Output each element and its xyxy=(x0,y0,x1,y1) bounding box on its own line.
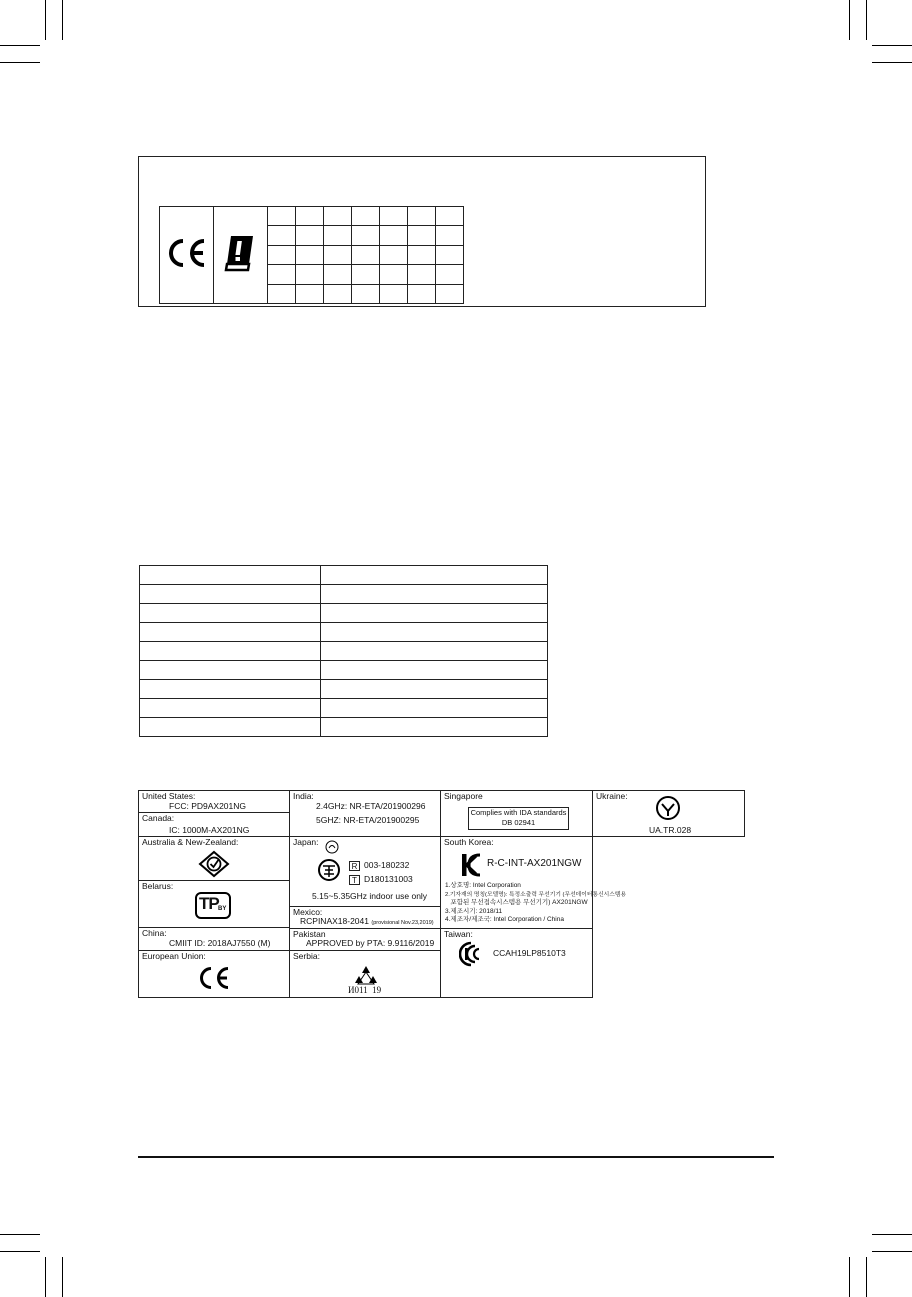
korea-note-line: 포함된 무선접속시스템용 무선기기) AX201NGW xyxy=(445,899,588,906)
crop-mark xyxy=(866,0,867,40)
label-singapore: Singapore xyxy=(444,791,483,801)
ncc-mark-icon xyxy=(459,941,485,967)
rcm-mark-icon xyxy=(198,850,230,878)
label-pakistan: Pakistan xyxy=(293,929,326,939)
label-india: India: xyxy=(293,791,314,801)
table-row xyxy=(140,699,548,718)
japan-t-number: D180131003 xyxy=(364,874,413,884)
label-south-korea: South Korea: xyxy=(444,837,494,847)
restriction-grid xyxy=(159,206,464,304)
r-mark-box: R xyxy=(349,861,360,871)
mexico-number: RCPINAX18-2041 xyxy=(300,916,369,926)
cell-pakistan xyxy=(289,928,441,951)
japan-indoor-note: 5.15~5.35GHz indoor use only xyxy=(312,891,428,901)
cell-taiwan xyxy=(440,928,593,998)
korea-note-line: 4.제조자/제조국: Intel Corporation / China xyxy=(445,916,564,923)
serbia-mark-icon xyxy=(352,965,380,987)
india-24ghz: 2.4GHz: NR-ETA/201900296 xyxy=(316,801,426,811)
ukraine-mark-icon xyxy=(655,795,681,821)
cell-ukraine xyxy=(592,790,745,837)
crop-mark xyxy=(872,1251,912,1252)
mexico-id xyxy=(300,917,434,927)
label-serbia: Serbia: xyxy=(293,951,320,961)
crop-mark xyxy=(872,45,912,46)
cell-japan xyxy=(289,836,441,907)
table-row xyxy=(140,680,548,699)
label-japan: Japan: xyxy=(293,837,319,847)
cell-belarus xyxy=(138,880,290,928)
crop-mark xyxy=(0,45,40,46)
label-china: China: xyxy=(142,928,167,938)
table-row xyxy=(140,718,548,737)
alert-mark-cell xyxy=(214,207,268,304)
cell-australia xyxy=(138,836,290,881)
footer-divider xyxy=(138,1156,774,1158)
by-mark-text: BY xyxy=(218,906,227,912)
cell-canada xyxy=(138,812,290,837)
kc-mark-icon xyxy=(460,852,482,878)
cell-european-union xyxy=(138,950,290,998)
table-row xyxy=(140,642,548,661)
korea-note-line: 2.기자재의 명칭(모델명): 특정소출력 무선기기 (무선데이터통신시스템용 xyxy=(445,891,627,898)
alert-class2-icon xyxy=(223,233,259,273)
crop-mark xyxy=(45,1257,46,1297)
ic-id: IC: 1000M-AX201NG xyxy=(169,825,250,835)
mexico-provisional-note: (provisional Nov.23,2019) xyxy=(371,920,434,926)
ukraine-code: UA.TR.028 xyxy=(649,825,692,835)
crop-mark xyxy=(62,1257,63,1297)
crop-mark xyxy=(872,1234,912,1235)
tp-mark-text: TP xyxy=(199,894,219,913)
korea-note-line: 3.제조시기: 2018/11 xyxy=(445,907,503,915)
ncc-id: CCAH19LP8510T3 xyxy=(493,948,566,958)
crop-mark xyxy=(849,0,850,40)
t-mark-box: T xyxy=(349,875,360,885)
table-row xyxy=(140,566,548,585)
label-ukraine: Ukraine: xyxy=(596,791,628,801)
korea-notes xyxy=(445,882,626,925)
cell-serbia xyxy=(289,950,441,998)
cell-india xyxy=(289,790,441,837)
label-taiwan: Taiwan: xyxy=(444,929,473,939)
crop-mark xyxy=(0,1234,40,1235)
frequency-power-table xyxy=(139,565,548,737)
korea-kc-id: R-C-INT-AX201NGW xyxy=(487,858,582,869)
cell-mexico xyxy=(289,906,441,929)
label-united-states: United States: xyxy=(142,791,196,801)
crop-mark xyxy=(0,62,40,63)
ce-mark-icon xyxy=(166,238,208,268)
label-canada: Canada: xyxy=(142,813,175,823)
serbia-code: И011 19 xyxy=(348,985,382,995)
cell-united-states xyxy=(138,790,290,813)
crop-mark xyxy=(866,1257,867,1297)
crop-mark xyxy=(45,0,46,40)
giteki-dyr-icon xyxy=(325,840,339,854)
table-row xyxy=(140,585,548,604)
ce-restriction-box xyxy=(138,156,706,307)
ce-mark-icon xyxy=(197,966,231,990)
label-belarus: Belarus: xyxy=(142,881,174,891)
fcc-id: FCC: PD9AX201NG xyxy=(169,801,246,811)
ida-standards-box xyxy=(468,807,569,830)
korea-note-line: 1.상호명: Intel Corporation xyxy=(445,882,521,889)
cmiit-id: CMIIT ID: 2018AJ7550 (M) xyxy=(169,938,271,948)
label-australia: Australia & New-Zealand: xyxy=(142,837,239,847)
ida-text: Complies with IDA standards xyxy=(470,808,567,817)
cell-south-korea xyxy=(440,836,627,929)
table-row xyxy=(140,604,548,623)
crop-mark xyxy=(872,62,912,63)
table-row xyxy=(140,623,548,642)
label-european-union: European Union: xyxy=(142,951,206,961)
cell-china xyxy=(138,927,290,951)
cell-singapore xyxy=(440,790,593,837)
pta-approval: APPROVED by PTA: 9.9116/2019 xyxy=(306,938,435,948)
ida-db: DB 02941 xyxy=(501,818,536,827)
crop-mark xyxy=(62,0,63,40)
giteki-mark-icon xyxy=(316,857,342,883)
japan-r-number: 003-180232 xyxy=(364,860,410,870)
tp-by-mark xyxy=(195,892,231,919)
label-mexico: Mexico: xyxy=(293,907,323,917)
table-row xyxy=(140,661,548,680)
india-5ghz: 5GHZ: NR-ETA/201900295 xyxy=(316,815,420,825)
crop-mark xyxy=(849,1257,850,1297)
ce-mark-cell xyxy=(160,207,214,304)
crop-mark xyxy=(0,1251,40,1252)
